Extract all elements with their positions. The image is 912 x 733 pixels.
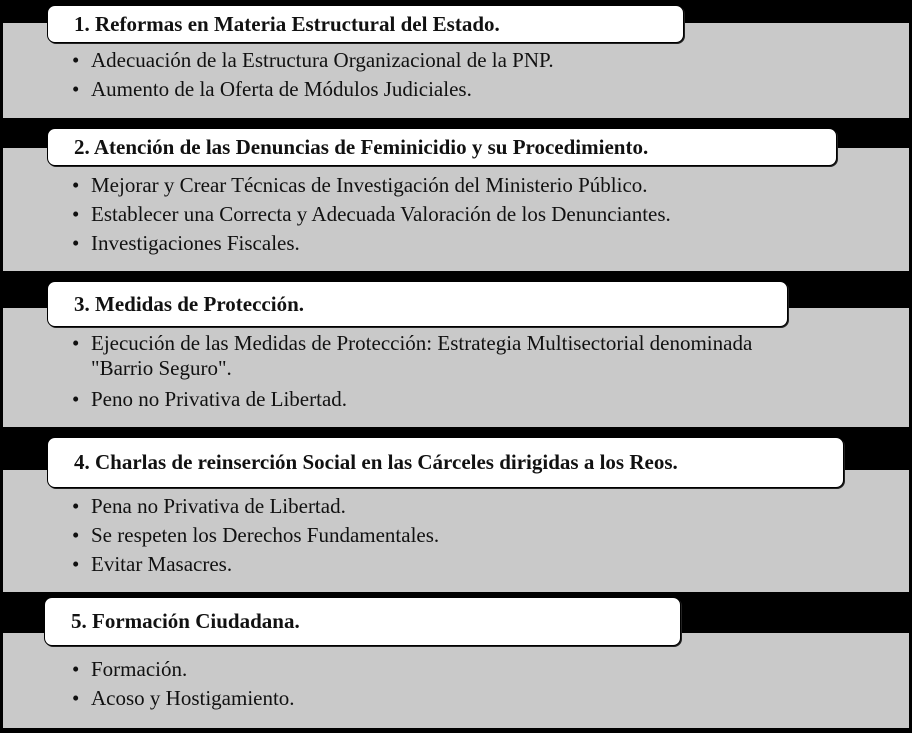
section-5-title: 5. Formación Ciudadana.	[71, 609, 300, 633]
bullet-icon: •	[72, 552, 80, 576]
section-5-list	[72, 655, 295, 713]
bullet-icon: •	[72, 686, 80, 710]
section-2-list	[72, 171, 671, 258]
section-4-list	[72, 492, 439, 579]
list-item: • Aumento de la Oferta de Módulos Judiciales.	[72, 75, 554, 104]
section-4-title: 4. Charlas de reinserción Social en las Cárceles dirigidas a los Reos.	[74, 450, 678, 474]
bullet-icon: •	[72, 173, 80, 197]
bullet-icon: •	[72, 657, 80, 681]
section-2-title: 2. Atención de las Denuncias de Feminicidio y su Procedimiento.	[74, 134, 649, 159]
bullet-icon: •	[72, 48, 80, 72]
list-item: • Pena no Privativa de Libertad.	[72, 492, 439, 521]
list-item: • Establecer una Correcta y Adecuada Valoración de los Denunciantes.	[72, 200, 671, 229]
list-item: • Peno no Privativa de Libertad.	[72, 385, 772, 414]
section-1-header	[47, 5, 684, 43]
bullet-icon: •	[72, 231, 80, 255]
list-item: • Investigaciones Fiscales.	[72, 229, 671, 258]
section-3-title: 3. Medidas de Protección.	[74, 291, 304, 316]
bullet-icon: •	[72, 202, 80, 226]
bullet-icon: •	[72, 331, 80, 355]
list-item: • Ejecución de las Medidas de Protección: Estrategia Multisectorial denominada "Barrio Seguro".	[72, 331, 753, 380]
section-5-header	[44, 597, 681, 646]
bullet-icon: •	[72, 494, 80, 518]
list-item: • Acoso y Hostigamiento.	[72, 684, 295, 713]
list-item: • Formación.	[72, 655, 295, 684]
section-4-header	[47, 437, 844, 488]
list-item: • Evitar Masacres.	[72, 550, 439, 579]
list-item: • Adecuación de la Estructura Organizacional de la PNP.	[72, 46, 554, 75]
bullet-icon: •	[72, 523, 80, 547]
section-1-list	[72, 46, 554, 104]
bullet-icon: •	[72, 77, 80, 101]
list-item: • Se respeten los Derechos Fundamentales.	[72, 521, 439, 550]
section-3-list	[72, 331, 772, 414]
section-3-header	[47, 281, 788, 327]
section-2-header	[47, 128, 837, 166]
bullet-icon: •	[72, 387, 80, 411]
list-item: • Mejorar y Crear Técnicas de Investigación del Ministerio Público.	[72, 171, 671, 200]
section-1-title: 1. Reformas en Materia Estructural del Estado.	[74, 11, 500, 36]
